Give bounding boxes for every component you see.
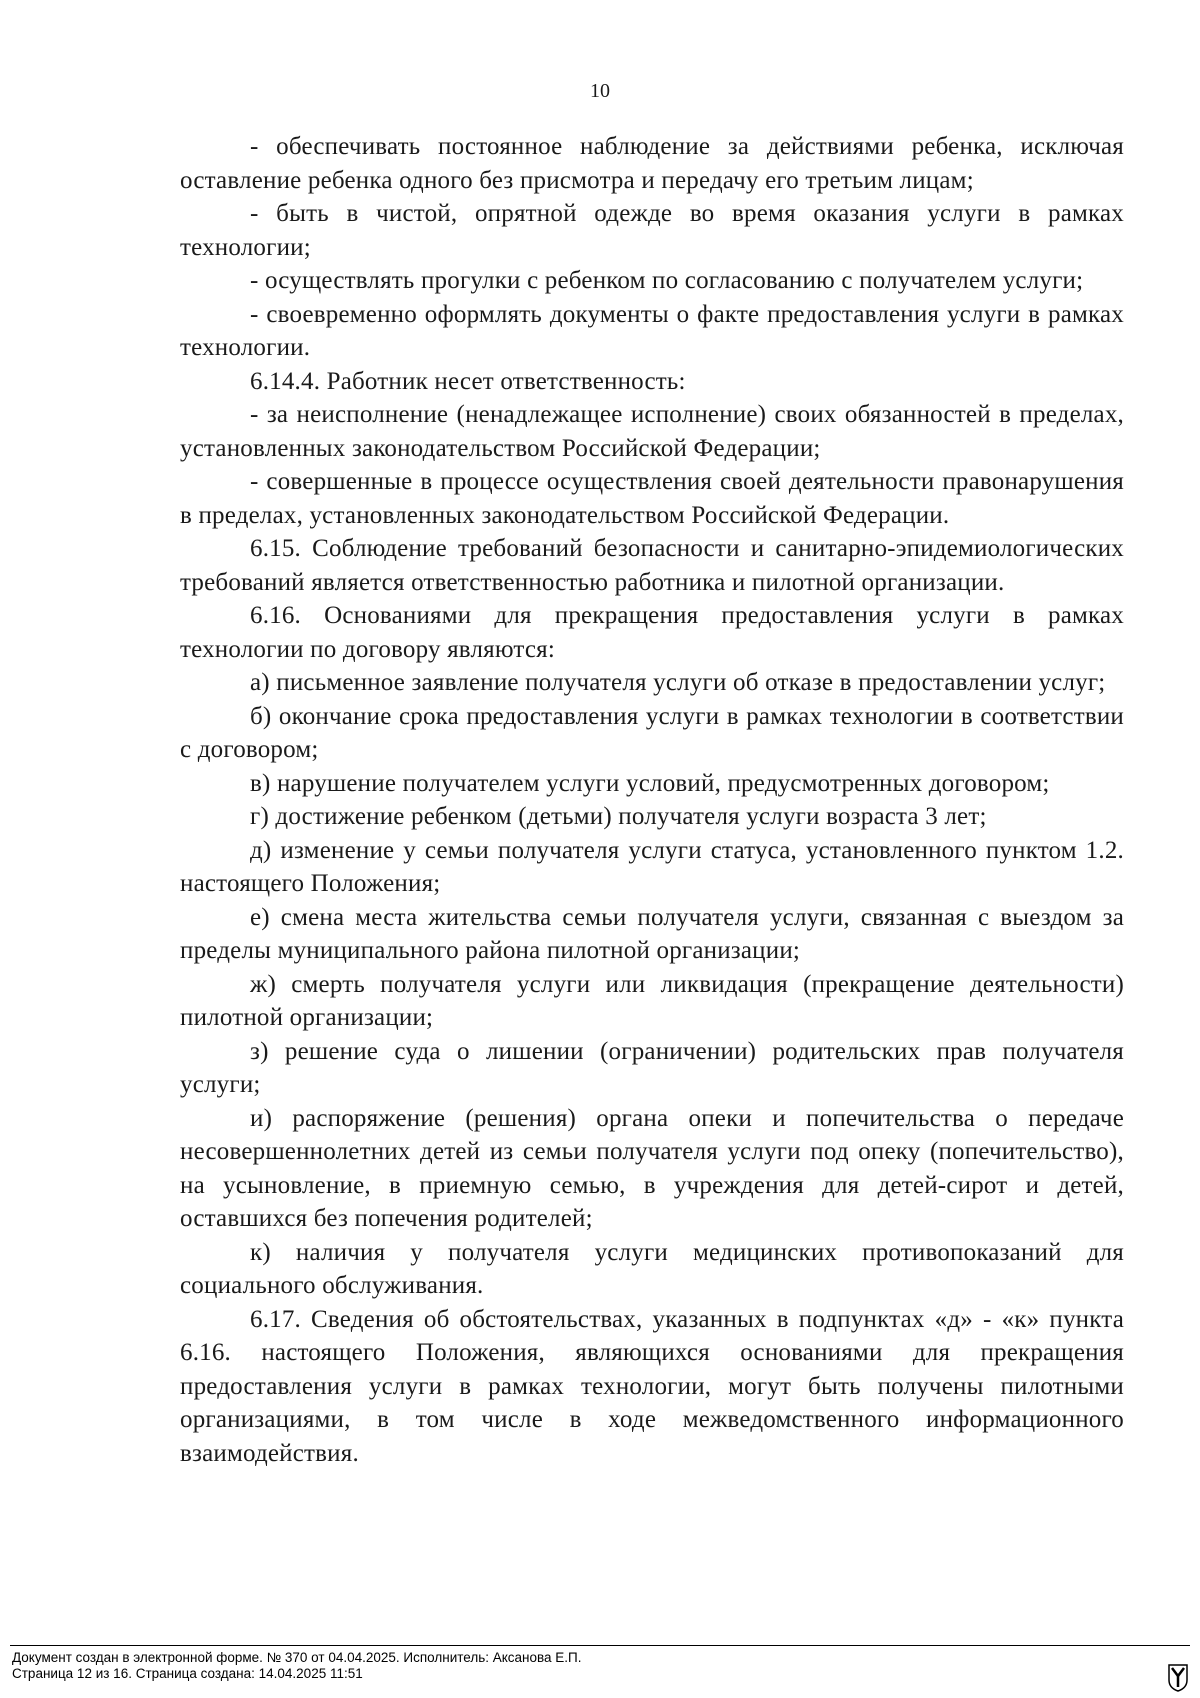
paragraph: - совершенные в процессе осуществления своей деятельности правонарушения в пределах, установленных законодательством Российской Федерации.	[180, 468, 1124, 529]
footer-line-document-info: Документ создан в электронной форме. № 370 от 04.04.2025. Исполнитель: Аксанова Е.П.	[12, 1650, 582, 1665]
document-footer	[12, 1650, 582, 1682]
list-item: и) распоряжение (решения) органа опеки и попечительства о передаче несовершеннолетних детей из семьи получателя услуги под опеку (попечительство), на усыновление, в приемную семью, в учреждения для детей-сирот и детей, оставшихся без попечения родителей;	[180, 1104, 1124, 1232]
list-item: з) решение суда о лишении (ограничении) родительских прав получателя услуги;	[180, 1037, 1124, 1098]
paragraph: - своевременно оформлять документы о факте предоставления услуги в рамках технологии.	[180, 300, 1124, 361]
list-item: е) смена места жительства семьи получателя услуги, связанная с выездом за пределы муниципального района пилотной организации;	[180, 903, 1124, 964]
paragraph: 6.16. Основаниями для прекращения предоставления услуги в рамках технологии по договору являются:	[180, 602, 1124, 663]
document-body	[180, 130, 1124, 1470]
list-item: в) нарушение получателем услуги условий, предусмотренных договором;	[250, 769, 1050, 797]
paragraph: - осуществлять прогулки с ребенком по согласованию с получателем услуги;	[250, 267, 1084, 294]
paragraph: 6.15. Соблюдение требований безопасности и санитарно-эпидемиологических требований является ответственностью работника и пилотной организации.	[180, 535, 1124, 596]
paragraph: 6.17. Сведения об обстоятельствах, указанных в подпунктах «д» - «к» пункта 6.16. настоящего Положения, являющихся основаниями для прекращения предоставления услуги в рамках технологии, могут быть получены пилотными организациями, в том числе в ходе межведомственного информационного взаимодействия.	[180, 1305, 1124, 1467]
paragraph: - за неисполнение (ненадлежащее исполнение) своих обязанностей в пределах, установленных законодательством Российской Федерации;	[180, 401, 1124, 462]
list-item: к) наличия у получателя услуги медицинских противопоказаний для социального обслуживания.	[180, 1238, 1124, 1299]
paragraph: 6.14.4. Работник несет ответственность:	[250, 367, 686, 395]
paragraph: - обеспечивать постоянное наблюдение за действиями ребенка, исключая оставление ребенка одного без присмотра и передачу его третьим лицам;	[180, 133, 1124, 194]
list-item: д) изменение у семьи получателя услуги статуса, установленного пунктом 1.2. настоящего Положения;	[180, 836, 1124, 897]
footer-divider	[10, 1645, 1190, 1646]
list-item: ж) смерть получателя услуги или ликвидация (прекращение деятельности) пилотной организации;	[180, 970, 1124, 1031]
page-number: 10	[590, 80, 610, 102]
coat-of-arms-icon	[1168, 1664, 1188, 1692]
list-item: а) письменное заявление получателя услуги об отказе в предоставлении услуг;	[250, 669, 1106, 696]
paragraph: - быть в чистой, опрятной одежде во время оказания услуги в рамках технологии;	[180, 200, 1124, 261]
list-item: б) окончание срока предоставления услуги в рамках технологии в соответствии с договором;	[180, 702, 1124, 763]
footer-line-page-info: Страница 12 из 16. Страница создана: 14.04.2025 11:51	[12, 1666, 363, 1681]
list-item: г) достижение ребенком (детьми) получателя услуги возраста 3 лет;	[250, 803, 987, 830]
